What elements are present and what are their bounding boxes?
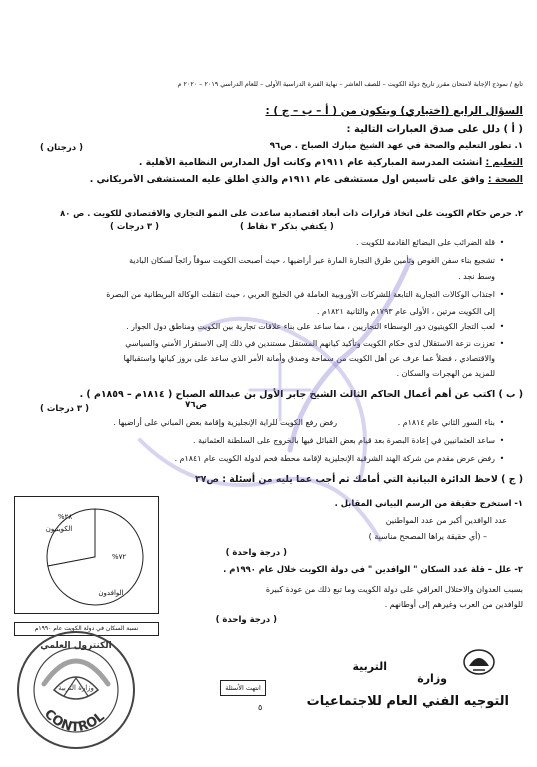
part-a-item-2-note: ( يكتفي بذكر ٣ نقاط )	[240, 222, 334, 232]
seal-bottom-text: CONTROL	[41, 706, 108, 736]
part-b-bullet: • ساعد العثمانيين في إعادة البصرة بعد قيام بعض القبائل فيها بالخروج على السلطنة العثمانية .	[14, 434, 509, 448]
part-a-bullet: • تشجيع بناء سفن الغوص وتأمين طرق التجارة المارة عبر أراضيها ، حيث أصبحت الكويت سوقاً رائجاً لسكان البادية	[14, 254, 509, 268]
ministry-emblem-icon	[461, 646, 497, 678]
end-of-questions-box: انتهت الأسئلة	[220, 680, 266, 696]
pie-chart-caption: نسبة السكان في دولة الكويت عام ١٩٩٠م	[14, 622, 159, 636]
control-seal-icon	[14, 628, 138, 752]
department-name: التوجيه الفني العام للاجتماعيات	[306, 694, 509, 709]
part-a-item-2: ٢. حرص حكام الكويت على اتخاذ قرارات ذات أبعاد اقتصادية ساعدت على النمو التجاري والاقتصادي للكويت . ص ٨٠	[60, 208, 523, 218]
part-c-q2-answer-1: بسبب العدوان والاحتلال العراقي على دولة الكويت وما تبع ذلك من عودة كبيرة	[265, 585, 523, 594]
health-line	[14, 174, 523, 185]
part-c-q1-note: – (أي حقيقة يراها المصحح مناسبة )	[368, 532, 487, 541]
pie-chart-box	[14, 496, 159, 614]
pie-category-label: الكويتيون	[45, 525, 73, 533]
page-number: ٥	[258, 703, 263, 712]
part-a-bullet-continuation: وسط نجد .	[458, 272, 495, 281]
education-label: التعليم :	[485, 157, 523, 168]
part-b-bullet: • رفض عرض مقدم من شركة الهند الشرقية الإنجليزية لإقامة محطة فحم لدولة الكويت عام ١٨٤١م .	[14, 452, 509, 466]
page-header: تابع / نموذج الإجابة لامتحان مقرر تاريخ دولة الكويت – للصف العاشر – نهاية الفترة الدراسية الأولى – للعام الدراسي ٢٠١٩ – ٢٠٢٠ م	[177, 80, 523, 88]
part-a-bullet-continuation: للمزيد من الهجرات والسكان .	[396, 369, 495, 378]
seal-top-text: الكنترول العلمي	[40, 641, 112, 651]
part-b-title: ( ب ) اكتب عن أهم أعمال الحاكم الثالث الشيخ جابر الأول بن عبدالله الصباح ( ١٨١٤م – ١٨٥٩م ) .	[79, 389, 523, 400]
pie-value-label: %٧٢	[111, 553, 127, 561]
education-line	[14, 157, 523, 168]
part-b-bullet: • بناء السور الثاني عام ١٨١٤م .	[330, 416, 509, 430]
part-a-bullet: • تعززت نزعة الاستقلال لدى حكام الكويت وتأكيد كيانهم المستقل مستندين في ذلك إلى الاستقرار الأمني والسياسي	[14, 337, 509, 351]
part-c-page-ref: ص٣٧	[194, 474, 220, 485]
seal-sub-text: وزارة التربية	[58, 684, 94, 692]
part-a-bullet-continuation: والاقتصادي ، فضلاً عما عرف عن أهل الكويت من سماحة وصدق وأمانة الأمر الذي ساعد على بروز كيانها واستقبالها	[123, 354, 495, 363]
question-4-title: السؤال الرابع (اختياري) ويتكون من ( أ – ب – ج ) :	[265, 105, 523, 117]
part-c-q2: ٢- علل – قلة عدد السكان " الوافدين " في دولة الكويت خلال عام ١٩٩٠م .	[223, 564, 523, 574]
part-c-title-text: ( ج ) لاحظ الدائرة البيانية التي أمامك ثم أجب عما يليه من أسئلة :	[222, 474, 523, 485]
part-c-q2-answer-2: للوافدين من العرب وغيرهم إلى أوطانهم .	[384, 600, 523, 609]
part-a-item-1: ١. تطور التعليم والصحة في عهد الشيخ مبارك الصباح . ص٩٦	[269, 141, 523, 151]
pie-value-label: %٢٨	[57, 513, 73, 521]
part-b-page-ref: ص٧٦	[185, 400, 207, 410]
part-c-q2-grade: ( درجة واحدة )	[215, 615, 277, 625]
ministry-label: وزارة	[417, 672, 447, 685]
health-label: الصحة :	[487, 174, 523, 185]
part-a-title: ( أ ) دلل على صدق العبارات التالية :	[346, 124, 523, 135]
part-a-bullet: • لعب التجار الكويتيون دور الوسطاء التجاريين ، مما ساعد على بناء علاقات تجارية بين الكويت ومناطق دول الجوار .	[14, 320, 509, 334]
part-c-q1-answer: عدد الوافدين أكبر من عدد المواطنين	[385, 516, 507, 525]
education-text: أنشئت المدرسة المباركية عام ١٩١١م وكانت أول المدارس النظامية الأهلية .	[138, 157, 483, 168]
part-b-bullet: رفض رفع الكويت للراية الإنجليزية وإقامة بعض المباني على أراضيها .	[113, 418, 337, 427]
health-text: وافق على تأسيس أول مستشفى عام ١٩١١م والذي أطلق عليه المستشفى الأمريكاني .	[89, 174, 485, 185]
part-c-title	[195, 474, 523, 485]
pie-category-label: الوافدون	[98, 589, 124, 597]
ministry-name: التربية	[352, 660, 387, 673]
part-a-item-2-grade: ( ٣ درجات )	[110, 222, 159, 232]
part-c-q1: ١- استخرج حقيقة من الرسم البياني المقابل .	[334, 498, 523, 508]
part-a-item-1-grade: ( درجتان )	[40, 143, 83, 153]
part-c-q1-grade: ( درجة واحدة )	[225, 548, 287, 558]
part-a-bullet: • اجتذاب الوكالات التجارية التابعة للشركات الأوروبية العاملة في الخليج العربي ، حيث انتقلت الوكالة البريطانية من البصرة	[14, 288, 509, 302]
part-b-grade: ( ٣ درجات )	[40, 404, 89, 414]
svg-text:CONTROL	[41, 707, 108, 735]
part-a-bullet-continuation: إلى الكويت مرتين ، الأولى عام ١٧٩٣م والثانية ١٨٢١م .	[316, 307, 495, 316]
part-a-bullet: • قلة الضرائب على البضائع القادمة للكويت .	[14, 236, 509, 250]
pie-chart	[15, 497, 158, 613]
